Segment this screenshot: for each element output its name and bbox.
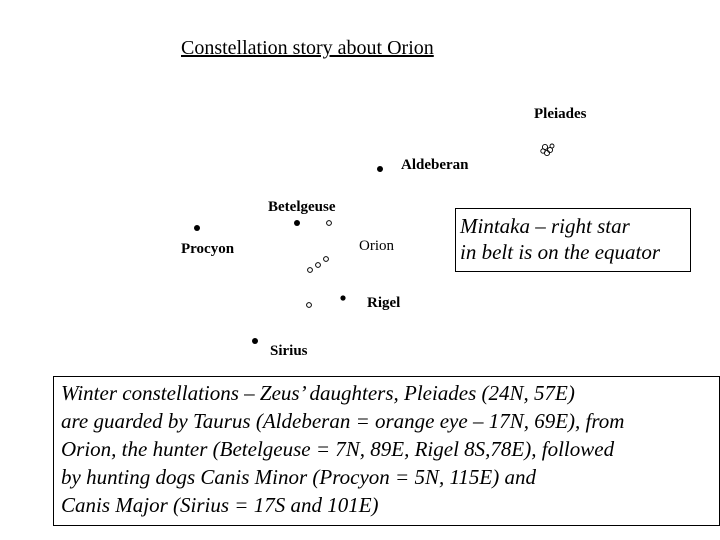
pleiades-cluster-icon xyxy=(541,144,554,156)
sirius-star-icon xyxy=(252,338,258,344)
orion-label: Orion xyxy=(359,238,394,254)
story-line: Orion, the hunter (Betelgeuse = 7N, 89E, Rigel 8S,78E), followed xyxy=(61,437,615,461)
betelgeuse-star-icon xyxy=(294,220,300,226)
rigel-star-icon xyxy=(340,295,345,300)
pleiades-label: Pleiades xyxy=(534,106,587,122)
rigel-label: Rigel xyxy=(367,295,401,311)
story-line: Canis Major (Sirius = 17S and 101E) xyxy=(61,493,379,517)
sirius-label: Sirius xyxy=(270,343,308,359)
belt-star-mintaka-icon xyxy=(324,257,329,262)
procyon-label: Procyon xyxy=(181,241,235,257)
story-line: by hunting dogs Canis Minor (Procyon = 5N, 115E) and xyxy=(61,465,536,489)
story-text-box xyxy=(53,376,720,526)
aldebaran-label: Aldeberan xyxy=(401,157,469,173)
mintaka-callout xyxy=(455,208,691,272)
callout-line: in belt is on the equator xyxy=(460,240,661,264)
aldebaran-star-icon xyxy=(377,166,383,172)
belt-star-alnilam-icon xyxy=(316,263,321,268)
saiph-star-icon xyxy=(307,303,312,308)
page-title: Constellation story about Orion xyxy=(181,37,434,59)
story-line: Winter constellations – Zeus’ daughters, Pleiades (24N, 57E) xyxy=(61,381,575,405)
story-line: are guarded by Taurus (Aldeberan = orange eye – 17N, 69E), from xyxy=(61,409,625,433)
belt-star-alnitak-icon xyxy=(308,268,313,273)
procyon-star-icon xyxy=(194,225,200,231)
bellatrix-star-icon xyxy=(327,221,332,226)
betelgeuse-label: Betelgeuse xyxy=(268,199,336,215)
callout-line: Mintaka – right star xyxy=(460,214,630,238)
